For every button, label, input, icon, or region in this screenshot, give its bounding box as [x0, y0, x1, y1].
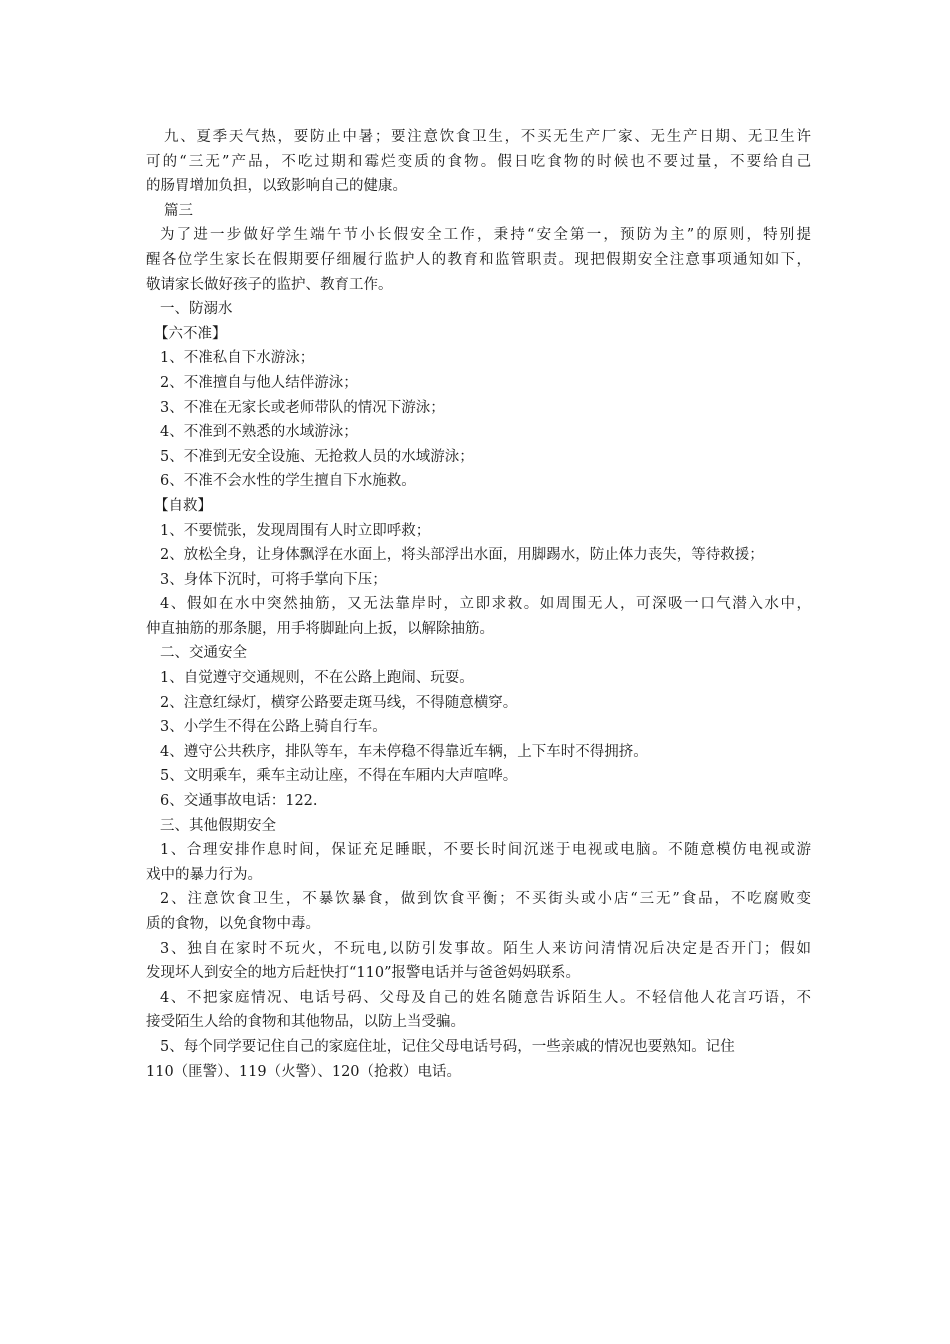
text-line: 5、每个同学要记住自己的家庭住址，记住父母电话号码，一些亲戚的情况也要熟知。记住	[160, 1038, 735, 1055]
text-line: 3、独自在家时不玩火，不玩电,以防引发事故。陌生人来访问清情况后决定是否开门；假如	[160, 940, 811, 957]
text-line: 5、文明乘车，乘车主动让座，不得在车厢内大声喧哗。	[160, 768, 518, 785]
text-line: 【六不准】	[154, 325, 227, 342]
text-line: 醒各位学生家长在假期要仔细履行监护人的教育和监管职责。现把假期安全注意事项通知如下，	[146, 251, 811, 268]
text-line: 6、不准不会水性的学生擅自下水施救。	[160, 473, 416, 490]
text-line: 1、自觉遵守交通规则，不在公路上跑闹、玩耍。	[160, 670, 474, 687]
text-line: 二、交通安全	[160, 645, 247, 662]
text-line: 3、不准在无家长或老师带队的情况下游泳；	[160, 399, 445, 416]
text-line: 发现坏人到安全的地方后赶快打“110”报警电话并与爸爸妈妈联系。	[146, 965, 580, 982]
text-line: 3、身体下沉时，可将手掌向下压；	[160, 571, 387, 588]
text-line: 2、注意红绿灯，横穿公路要走斑马线，不得随意横穿。	[160, 694, 518, 711]
text-line: 2、注意饮食卫生，不暴饮暴食，做到饮食平衡；不买街头或小店“三无”食品，不吃腐败变	[160, 891, 811, 908]
text-line: 接受陌生人给的食物和其他物品，以防上当受骗。	[146, 1014, 465, 1031]
text-line: 4、不把家庭情况、电话号码、父母及自己的姓名随意告诉陌生人。不轻信他人花言巧语，不	[160, 989, 811, 1006]
text-line: 4、假如在水中突然抽筋，又无法靠岸时，立即求救。如周围无人，可深吸一口气潜入水中，	[160, 596, 811, 613]
text-line: 【自救】	[154, 497, 212, 514]
text-line: 戏中的暴力行为。	[146, 866, 262, 883]
text-line: 2、不准擅自与他人结伴游泳；	[160, 374, 358, 391]
text-line: 三、其他假期安全	[160, 817, 276, 834]
text-line: 伸直抽筋的那条腿，用手将脚趾向上扳，以解除抽筋。	[146, 620, 494, 637]
text-line: 1、合理安排作息时间，保证充足睡眠，不要长时间沉迷于电视或电脑。不随意模仿电视或游	[160, 842, 811, 859]
text-line: 1、不准私自下水游泳；	[160, 350, 315, 367]
text-line: 篇三	[164, 202, 193, 219]
text-line: 敬请家长做好孩子的监护、教育工作。	[146, 276, 393, 293]
text-line: 一、防溺水	[160, 301, 233, 318]
text-line: 5、不准到无安全设施、无抢救人员的水域游泳；	[160, 448, 474, 465]
text-line: 为了进一步做好学生端午节小长假安全工作，秉持“安全第一，预防为主”的原则，特别提	[160, 227, 811, 244]
text-line: 110（匪警）、119（火警）、120（抢救）电话。	[146, 1063, 462, 1080]
text-line: 6、交通事故电话：122.	[160, 793, 318, 810]
text-line: 3、小学生不得在公路上骑自行车。	[160, 719, 387, 736]
document-body	[146, 125, 811, 1084]
text-line: 质的食物，以免食物中毒。	[146, 916, 320, 932]
text-line: 4、不准到不熟悉的水域游泳；	[160, 424, 358, 441]
text-line: 可的“三无”产品，不吃过期和霉烂变质的食物。假日吃食物的时候也不要过量，不要给自己	[146, 153, 811, 170]
text-line: 2、放松全身，让身体飘浮在水面上，将头部浮出水面，用脚踢水，防止体力丧失，等待救援；	[160, 547, 764, 564]
text-line: 九、夏季天气热，要防止中暑；要注意饮食卫生，不买无生产厂家、无生产日期、无卫生许	[164, 129, 811, 145]
text-line: 的肠胃增加负担，以致影响自己的健康。	[146, 178, 407, 195]
text-line: 1、不要慌张，发现周围有人时立即呼救；	[160, 522, 431, 539]
text-line: 4、遵守公共秩序，排队等车，车未停稳不得靠近车辆，上下车时不得拥挤。	[160, 743, 648, 760]
